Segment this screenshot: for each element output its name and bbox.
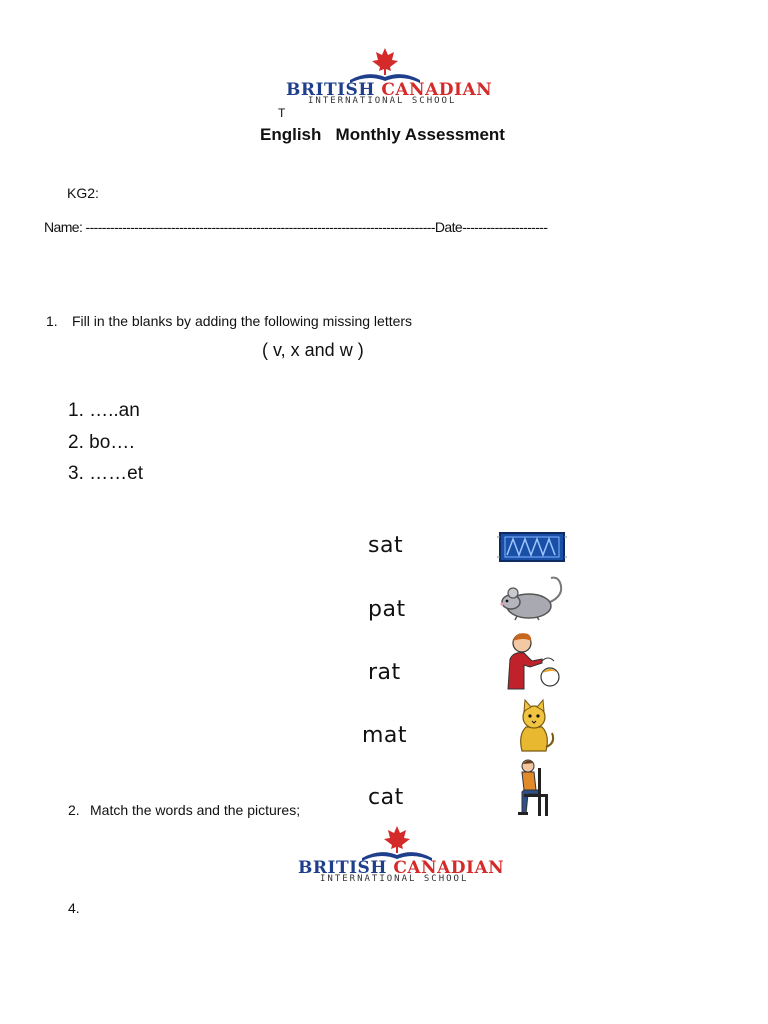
pat-icon (502, 631, 564, 691)
q1-item-1: 1. …..an (68, 400, 140, 421)
q1-item-2: 2. bo…. (68, 432, 135, 453)
rat-icon (497, 572, 569, 624)
logo-word-british: BRITISH (298, 858, 387, 878)
match-word-pat: pat (368, 597, 406, 622)
logo-word-canadian: CANADIAN (381, 80, 493, 100)
logo-word-british: BRITISH (286, 80, 375, 100)
match-word-mat: mat (362, 723, 408, 748)
cat-icon (512, 697, 556, 753)
class-label: KG2: (67, 185, 99, 201)
page-title: English Monthly Assessment (260, 125, 505, 144)
q2-number: 2. (68, 802, 80, 818)
school-logo-top (284, 44, 496, 106)
q4-number: 4. (68, 900, 80, 916)
q1-item-3: 3. ……et (68, 463, 143, 484)
date-label: Date (434, 219, 463, 235)
logo-subtitle: INTERNATIONAL SCHOOL (308, 96, 457, 106)
match-word-cat: cat (368, 785, 404, 810)
match-word-rat: rat (368, 660, 401, 685)
sat-icon (514, 758, 554, 818)
maple-leaf-book-icon (284, 44, 496, 84)
stray-letter: T (278, 106, 286, 120)
mat-icon (497, 529, 567, 565)
maple-leaf-book-icon (296, 822, 508, 862)
q1-letters: ( v, x and w ) (262, 340, 364, 360)
logo-subtitle: INTERNATIONAL SCHOOL (320, 874, 469, 884)
school-logo-bottom (296, 822, 508, 884)
q2-instruction: Match the words and the pictures; (90, 802, 301, 818)
match-word-sat: sat (368, 533, 404, 558)
name-date-line (44, 219, 547, 235)
q1-instruction: Fill in the blanks by adding the following missing letters (72, 313, 413, 329)
q1-number: 1. (46, 313, 58, 329)
name-blank: -------------------------------------------------------------------------------------- (85, 219, 435, 235)
logo-word-canadian: CANADIAN (393, 858, 505, 878)
name-label: Name: (44, 219, 83, 235)
date-blank: --------------------- (462, 219, 548, 235)
